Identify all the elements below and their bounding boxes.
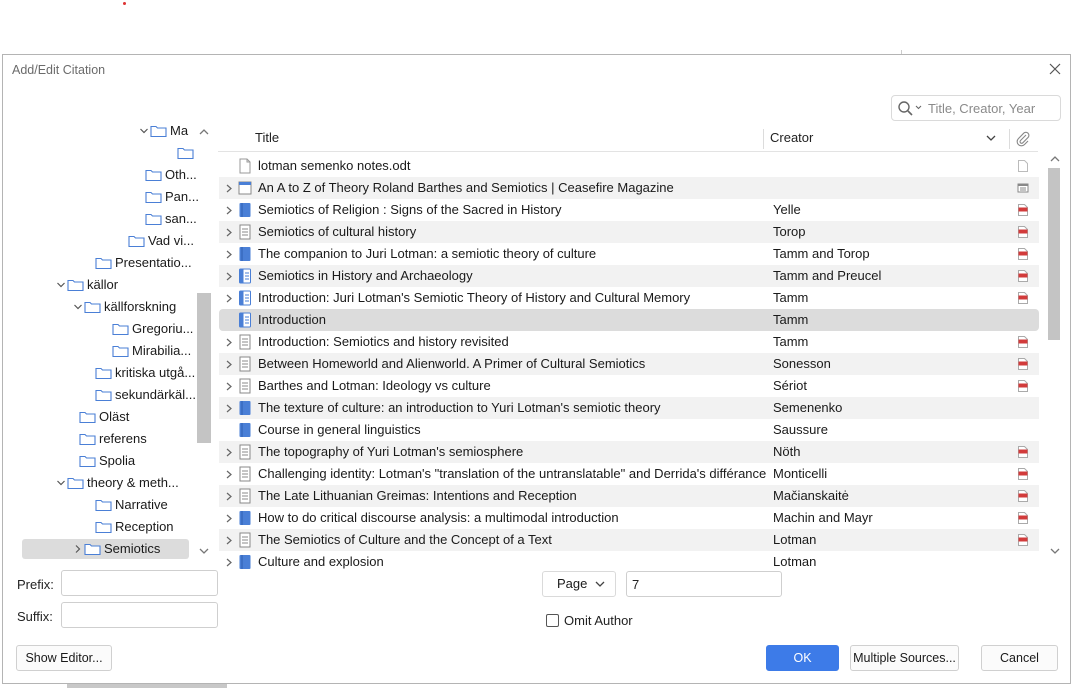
twisty[interactable] — [133, 187, 145, 207]
item-row[interactable] — [219, 397, 1039, 419]
book-icon — [238, 202, 252, 218]
expand-twisty[interactable] — [224, 243, 234, 265]
scroll-up-arrow-icon[interactable] — [198, 128, 210, 136]
folder-icon — [150, 124, 167, 138]
expand-twisty[interactable] — [224, 551, 234, 573]
pdf-attachment-icon[interactable] — [1017, 534, 1029, 546]
item-title: The Late Lithuanian Greimas: Intentions and Reception — [258, 488, 577, 503]
item-row[interactable] — [219, 441, 1039, 463]
twisty[interactable] — [100, 319, 112, 339]
search-field[interactable] — [891, 95, 1061, 121]
item-title: Semiotics of cultural history — [258, 224, 417, 239]
collection-gregoriu[interactable] — [100, 319, 193, 339]
show-editor-button[interactable]: Show Editor... — [16, 645, 112, 671]
item-row[interactable] — [219, 199, 1039, 221]
chevron-down-icon[interactable] — [56, 478, 66, 488]
collection-label: referens — [99, 431, 147, 446]
book-section-icon — [238, 290, 252, 306]
collection-semiotics[interactable] — [22, 539, 189, 559]
item-creator: Yelle — [773, 202, 801, 217]
item-row[interactable] — [219, 265, 1039, 287]
multiple-sources-button[interactable]: Multiple Sources... — [850, 645, 959, 671]
suffix-label: Suffix: — [17, 609, 53, 624]
search-input[interactable] — [928, 99, 1054, 117]
collection-label: Reception — [115, 519, 174, 534]
collection-tree-scroll-thumb[interactable] — [197, 293, 211, 443]
locator-input[interactable] — [626, 571, 782, 597]
collection-vad-vi[interactable] — [116, 231, 194, 251]
folder-icon — [79, 432, 96, 446]
twisty[interactable] — [83, 253, 95, 273]
pdf-attachment-icon[interactable] — [1017, 380, 1029, 392]
chevron-right-icon[interactable] — [225, 184, 233, 193]
chevron-right-icon[interactable] — [225, 272, 233, 281]
chevron-right-icon[interactable] — [225, 206, 233, 215]
twisty[interactable] — [67, 429, 79, 449]
folder-icon — [112, 344, 129, 358]
expand-twisty[interactable] — [224, 507, 234, 529]
chevron-right-icon[interactable] — [225, 448, 233, 457]
chevron-right-icon[interactable] — [225, 536, 233, 545]
item-title: Course in general linguistics — [258, 422, 421, 437]
collection-ma[interactable] — [138, 121, 188, 141]
chevron-right-icon[interactable] — [225, 228, 233, 237]
chevron-right-icon[interactable] — [73, 544, 83, 554]
twisty[interactable] — [55, 275, 67, 295]
pdf-attachment-icon[interactable] — [1017, 490, 1029, 502]
item-row[interactable] — [219, 529, 1039, 551]
twisty[interactable] — [138, 121, 150, 141]
chevron-right-icon[interactable] — [225, 404, 233, 413]
column-picker-chevron-down-icon[interactable] — [986, 134, 996, 142]
journal-article-icon — [238, 356, 252, 372]
background-window-edge-bottom — [67, 684, 227, 688]
item-creator: Semenenko — [773, 400, 843, 415]
folder-icon — [177, 146, 194, 160]
item-title: Between Homeworld and Alienworld. A Primer of Cultural Semiotics — [258, 356, 646, 371]
book-icon — [238, 400, 252, 416]
item-row[interactable] — [219, 331, 1039, 353]
item-title: Introduction: Juri Lotman's Semiotic Theory of History and Cultural Memory — [258, 290, 691, 305]
collection-label: Gregoriu... — [132, 321, 194, 336]
item-title: Challenging identity: Lotman's "translation of the untranslatable" and Derrida's différance — [258, 466, 767, 481]
expand-twisty[interactable] — [224, 265, 234, 287]
folder-icon — [95, 498, 112, 512]
chevron-right-icon[interactable] — [225, 492, 233, 501]
close-icon[interactable] — [1048, 62, 1062, 76]
folder-icon — [112, 322, 129, 336]
chevron-right-icon[interactable] — [225, 294, 233, 303]
item-row[interactable] — [219, 221, 1039, 243]
twisty[interactable] — [67, 451, 79, 471]
item-title: The texture of culture: an introduction to Yuri Lotman's semiotic theory — [258, 400, 661, 415]
folder-icon — [145, 168, 162, 182]
search-icon[interactable] — [897, 100, 925, 118]
chevron-down-icon — [595, 581, 605, 588]
webpage-icon — [238, 180, 252, 196]
item-row[interactable] — [219, 243, 1039, 265]
twisty[interactable] — [133, 165, 145, 185]
item-row[interactable] — [219, 177, 1039, 199]
twisty[interactable] — [55, 473, 67, 493]
item-creator: Sériot — [773, 378, 807, 393]
item-creator: Machin and Mayr — [773, 510, 873, 525]
expand-twisty[interactable] — [224, 199, 234, 221]
expand-twisty[interactable] — [224, 529, 234, 551]
expand-twisty[interactable] — [224, 375, 234, 397]
item-title: Semiotics of Religion : Signs of the Sacred in History — [258, 202, 562, 217]
journal-article-icon — [238, 532, 252, 548]
folder-icon — [95, 366, 112, 380]
pdf-attachment-icon[interactable] — [1017, 446, 1029, 458]
background-red-dot — [123, 2, 126, 5]
expand-twisty[interactable] — [224, 331, 234, 353]
collection-theory-meth[interactable] — [55, 473, 179, 493]
expand-twisty[interactable] — [224, 221, 234, 243]
chevron-right-icon[interactable] — [225, 558, 233, 567]
chevron-down-icon[interactable] — [139, 126, 149, 136]
item-creator: Nöth — [773, 444, 801, 459]
collection-label: Vad vi... — [148, 233, 195, 248]
omit-author-checkbox[interactable] — [546, 614, 559, 627]
file-attachment-icon[interactable] — [1017, 160, 1029, 172]
twisty[interactable] — [116, 231, 128, 251]
item-row[interactable] — [219, 551, 1039, 573]
book-section-icon — [238, 312, 252, 328]
folder-icon — [95, 520, 112, 534]
prefix-input[interactable] — [61, 570, 218, 596]
item-creator: Lotman — [773, 554, 817, 569]
book-section-icon — [238, 268, 252, 284]
expand-twisty[interactable] — [224, 287, 234, 309]
header-rule — [218, 151, 1038, 152]
collection-san[interactable] — [133, 209, 197, 229]
item-title: lotman semenko notes.odt — [258, 158, 411, 173]
cancel-button[interactable]: Cancel — [981, 645, 1058, 671]
pdf-attachment-icon[interactable] — [1017, 292, 1029, 304]
collection-k-llforskning[interactable] — [72, 297, 176, 317]
item-title: An A to Z of Theory Roland Barthes and Semiotics | Ceasefire Magazine — [258, 180, 674, 195]
item-creator: Sonesson — [773, 356, 831, 371]
item-creator: Torop — [773, 224, 806, 239]
folder-icon — [128, 234, 145, 248]
twisty[interactable] — [67, 407, 79, 427]
item-title: The companion to Juri Lotman: a semiotic theory of culture — [258, 246, 597, 261]
folder-icon — [95, 256, 112, 270]
pdf-attachment-icon[interactable] — [1017, 358, 1029, 370]
journal-article-icon — [238, 378, 252, 394]
collection-kritiska-utg[interactable] — [83, 363, 195, 383]
items-scroll-thumb[interactable] — [1048, 168, 1060, 340]
dialog-title: Add/Edit Citation — [12, 63, 106, 77]
folder-icon — [145, 212, 162, 226]
collection-label: kritiska utgå... — [115, 365, 196, 380]
chevron-right-icon[interactable] — [225, 360, 233, 369]
item-title: Barthes and Lotman: Ideology vs culture — [258, 378, 491, 393]
prefix-label: Prefix: — [17, 577, 54, 592]
collection-label: Semiotics — [104, 541, 161, 556]
item-creator: Tamm and Preucel — [773, 268, 882, 283]
item-creator: Tamm and Torop — [773, 246, 870, 261]
item-creator: Saussure — [773, 422, 828, 437]
collection-sekund-rk-l[interactable] — [83, 385, 196, 405]
twisty[interactable] — [133, 209, 145, 229]
item-title: Introduction — [258, 312, 326, 327]
collection-label: Presentatio... — [115, 255, 192, 270]
column-divider[interactable] — [763, 129, 764, 149]
collection-reception[interactable] — [83, 517, 174, 537]
twisty[interactable] — [165, 143, 177, 163]
twisty[interactable] — [72, 297, 84, 317]
folder-icon — [67, 278, 84, 292]
item-title: How to do critical discourse analysis: a multimodal introduction — [258, 510, 619, 525]
journal-article-icon — [238, 444, 252, 460]
chevron-right-icon[interactable] — [225, 250, 233, 259]
scroll-down-arrow-icon[interactable] — [198, 547, 210, 555]
journal-article-icon — [238, 466, 252, 482]
item-creator: Tamm — [773, 290, 809, 305]
book-icon — [238, 422, 252, 438]
collection-spolia[interactable] — [67, 451, 135, 471]
add-edit-citation-dialog — [2, 54, 1071, 684]
collection-tree[interactable] — [17, 121, 197, 559]
expand-twisty[interactable] — [224, 353, 234, 375]
twisty[interactable] — [83, 517, 95, 537]
twisty[interactable] — [83, 385, 95, 405]
item-creator: Tamm — [773, 334, 809, 349]
scroll-down-arrow-icon[interactable] — [1049, 547, 1061, 555]
collection-presentatio[interactable] — [83, 253, 192, 273]
collection-label: Oläst — [99, 409, 130, 424]
item-title: Introduction: Semiotics and history revisited — [258, 334, 509, 349]
ok-button[interactable]: OK — [766, 645, 839, 671]
expand-twisty[interactable] — [224, 485, 234, 507]
chevron-down-icon[interactable] — [56, 280, 66, 290]
journal-article-icon — [238, 488, 252, 504]
journal-article-icon — [238, 224, 252, 240]
pdf-attachment-icon[interactable] — [1017, 468, 1029, 480]
chevron-down-icon[interactable] — [73, 302, 83, 312]
pdf-attachment-icon[interactable] — [1017, 512, 1029, 524]
item-row[interactable] — [219, 155, 1039, 177]
column-divider[interactable] — [1009, 129, 1010, 149]
pdf-attachment-icon[interactable] — [1017, 226, 1029, 238]
chevron-right-icon[interactable] — [225, 338, 233, 347]
snapshot-attachment-icon[interactable] — [1017, 182, 1029, 194]
collection-mirabilia[interactable] — [100, 341, 191, 361]
twisty[interactable] — [72, 539, 84, 559]
item-title: The topography of Yuri Lotman's semiosphere — [258, 444, 524, 459]
item-row[interactable] — [219, 353, 1039, 375]
item-row[interactable] — [219, 463, 1039, 485]
collection-label: theory & meth... — [87, 475, 179, 490]
item-row[interactable] — [219, 375, 1039, 397]
folder-icon — [95, 388, 112, 402]
folder-icon — [145, 190, 162, 204]
book-icon — [238, 554, 252, 570]
collection-referens[interactable] — [67, 429, 147, 449]
collection-label: källor — [87, 277, 119, 292]
twisty[interactable] — [83, 363, 95, 383]
folder-icon — [67, 476, 84, 490]
column-header-creator[interactable]: Creator — [770, 130, 814, 145]
item-row[interactable] — [219, 485, 1039, 507]
collection-label: san... — [165, 211, 197, 226]
collection-untitled[interactable] — [165, 143, 197, 163]
expand-twisty[interactable] — [224, 397, 234, 419]
item-row[interactable] — [219, 287, 1039, 309]
journal-article-icon — [238, 334, 252, 350]
item-creator: Monticelli — [773, 466, 828, 481]
folder-icon — [79, 410, 96, 424]
expand-twisty[interactable] — [224, 441, 234, 463]
folder-icon — [84, 542, 101, 556]
column-header-title[interactable]: Title — [255, 130, 280, 145]
item-creator: Lotman — [773, 532, 817, 547]
item-title: Semiotics in History and Archaeology — [258, 268, 473, 283]
item-title: The Semiotics of Culture and the Concept of a Text — [258, 532, 552, 547]
locator-type-dropdown[interactable] — [542, 571, 616, 597]
suffix-input[interactable] — [61, 602, 218, 628]
collection-ol-st[interactable] — [67, 407, 129, 427]
collection-label: sekundärkäl... — [115, 387, 196, 402]
attachment-paperclip-icon[interactable] — [1015, 131, 1031, 147]
book-icon — [238, 510, 252, 526]
item-title: Culture and explosion — [258, 554, 384, 569]
items-list[interactable] — [219, 155, 1039, 569]
collection-label: källforskning — [104, 299, 177, 314]
chevron-right-icon[interactable] — [225, 470, 233, 479]
pdf-attachment-icon[interactable] — [1017, 270, 1029, 282]
item-creator: Mačianskaitė — [773, 488, 849, 503]
folder-icon — [84, 300, 101, 314]
pdf-attachment-icon[interactable] — [1017, 204, 1029, 216]
collection-label: Narrative — [115, 497, 168, 512]
item-row[interactable] — [219, 419, 1039, 441]
chevron-right-icon[interactable] — [225, 514, 233, 523]
expand-twisty[interactable] — [224, 177, 234, 199]
twisty[interactable] — [100, 341, 112, 361]
locator-type-value: Page — [557, 576, 588, 591]
item-row[interactable] — [219, 309, 1039, 331]
item-row[interactable] — [219, 507, 1039, 529]
collection-label: Oth... — [165, 167, 197, 182]
file-icon — [238, 158, 252, 174]
book-icon — [238, 246, 252, 262]
collection-k-llor[interactable] — [55, 275, 118, 295]
collection-oth[interactable] — [133, 165, 197, 185]
folder-icon — [79, 454, 96, 468]
twisty[interactable] — [83, 495, 95, 515]
omit-author-label[interactable]: Omit Author — [564, 613, 633, 628]
collection-label: Ma — [170, 123, 189, 138]
collection-label: Mirabilia... — [132, 343, 192, 358]
collection-label: Spolia — [99, 453, 136, 468]
collection-label: Pan... — [165, 189, 199, 204]
chevron-right-icon[interactable] — [225, 382, 233, 391]
collection-pan[interactable] — [133, 187, 199, 207]
pdf-attachment-icon[interactable] — [1017, 248, 1029, 260]
scroll-up-arrow-icon[interactable] — [1049, 155, 1061, 163]
item-creator: Tamm — [773, 312, 809, 327]
pdf-attachment-icon[interactable] — [1017, 336, 1029, 348]
expand-twisty[interactable] — [224, 463, 234, 485]
collection-narrative[interactable] — [83, 495, 168, 515]
